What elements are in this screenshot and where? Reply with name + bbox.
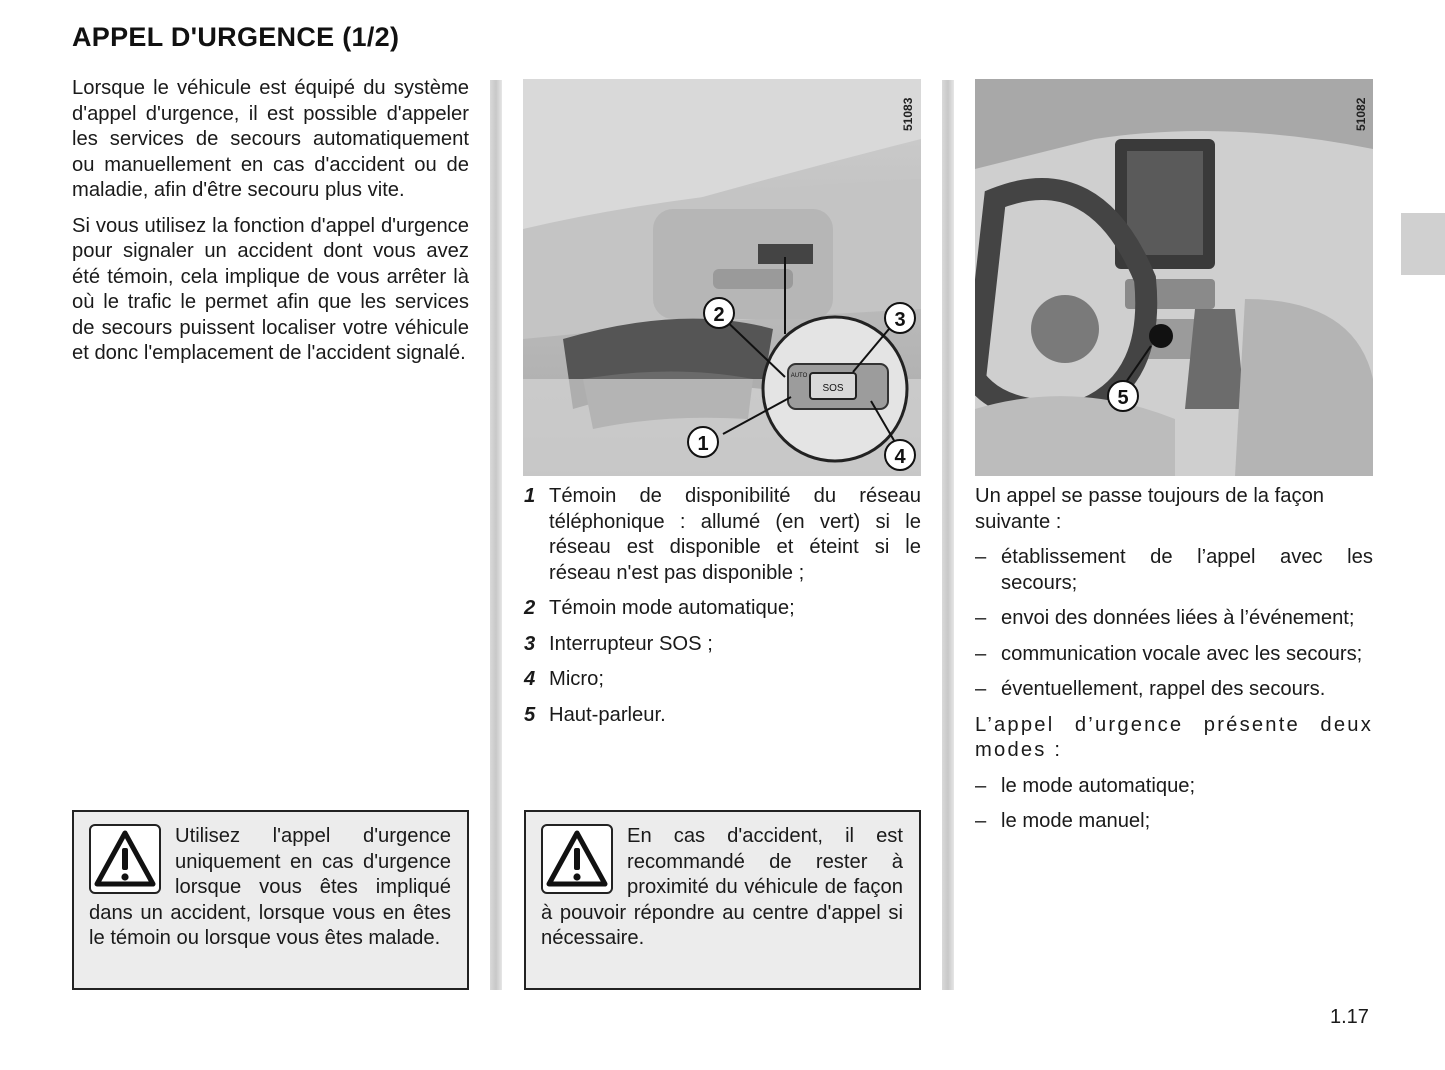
- warning-icon: [89, 824, 161, 894]
- column-divider-right: [942, 80, 954, 990]
- procedure-intro: Un appel se passe toujours de la façon suivante :: [975, 485, 1325, 533]
- callout-4-icon: [885, 440, 915, 470]
- callout-5-icon: [1108, 381, 1138, 411]
- legend-number: 2: [524, 597, 536, 619]
- mode-text: le mode manuel;: [1001, 810, 1151, 832]
- callout-4-label: 4: [894, 446, 906, 468]
- overhead-console-illustration: [523, 79, 921, 476]
- procedure-step: [975, 642, 1373, 668]
- dash-marker: –: [975, 607, 987, 629]
- mode-item: [975, 809, 1373, 835]
- procedure-step-text: éventuellement, rappel des secours.: [1001, 678, 1326, 700]
- intro-paragraph-2: Si vous utilisez la fonction d'appel d'urgence pour signaler un accident dont vous avez été témoin, cela implique de vous arrêter là où le trafic le permet afin que les services de secours puissent localiser votre véhicule et donc l'emplacement de l'accident signalé.: [72, 214, 469, 364]
- figure-1-id: 51083: [901, 97, 915, 131]
- procedure-step: [975, 545, 1373, 596]
- warning-text: Utilisez l'appel d'urgence uniquement en cas d'urgence lorsque vous êtes impliqué dans un accident, lorsque vous en êtes le témoin ou lorsque vous êtes malade.: [89, 825, 451, 949]
- legend-text: Témoin de disponibilité du réseau téléphonique : allumé (en vert) si le réseau est disponible et éteint si le réseau n'est pas disponible ;: [549, 485, 921, 584]
- page-number: 1.17: [1330, 1006, 1369, 1028]
- legend-text: Micro;: [549, 668, 604, 690]
- callout-2-label: 2: [713, 304, 725, 326]
- procedure-step-text: communication vocale avec les secours;: [1001, 642, 1363, 665]
- intro-paragraph-1: Lorsque le véhicule est équipé du système d'appel d'urgence, il est possible d'appeler les services de secours automatiquement ou manuellement en cas d'accident ou de maladie, afin d'être secouru plus vite.: [72, 77, 469, 201]
- intro-text: [72, 76, 469, 377]
- legend-item: [524, 632, 921, 658]
- warning-icon: [541, 824, 613, 894]
- callout-2-icon: [704, 298, 734, 328]
- procedure-step: [975, 677, 1373, 703]
- column-divider-left: [490, 80, 502, 990]
- call-procedure-text: [975, 484, 1373, 845]
- page-title: APPEL D'URGENCE (1/2): [72, 22, 400, 52]
- legend-number: 5: [524, 703, 536, 726]
- figure-overhead-console: [523, 79, 921, 476]
- legend-item: [524, 703, 921, 729]
- warning-box-emergency-use: [72, 810, 469, 990]
- callout-1-icon: [688, 427, 718, 457]
- legend-list: [524, 484, 921, 738]
- procedure-step: [975, 606, 1373, 632]
- legend-item: [524, 596, 921, 622]
- warning-text: En cas d'accident, il est recommandé de rester à proximité du véhicule de façon à pouvoir répondre au centre d'appel si nécessaire.: [541, 825, 903, 949]
- dash-marker: –: [975, 642, 987, 665]
- auto-indicator-label: AUTO: [790, 373, 808, 379]
- procedure-step-text: envoi des données liées à l’événement;: [1001, 607, 1355, 629]
- sos-button-label: SOS: [822, 383, 844, 394]
- legend-number: 3: [524, 632, 536, 655]
- dash-marker: –: [975, 546, 987, 568]
- figure-2-id: 51082: [1354, 97, 1368, 131]
- callout-3-icon: [885, 303, 915, 333]
- modes-intro: L’appel d’urgence présente deux modes :: [975, 713, 1373, 761]
- legend-text: Haut-parleur.: [549, 703, 666, 726]
- callout-3-label: 3: [894, 309, 906, 331]
- dashboard-illustration: [975, 79, 1373, 476]
- mode-text: le mode automatique;: [1001, 774, 1196, 797]
- figure-dashboard: [975, 79, 1373, 476]
- legend-number: 1: [524, 485, 536, 507]
- callout-1-label: 1: [697, 433, 709, 455]
- legend-item: [524, 667, 921, 693]
- procedure-step-text: établissement de l’appel avec les secours;: [1001, 546, 1373, 594]
- warning-box-stay-nearby: [524, 810, 921, 990]
- dash-marker: –: [975, 678, 987, 700]
- legend-text: Interrupteur SOS ;: [549, 632, 713, 655]
- legend-text: Témoin mode automatique;: [549, 597, 795, 619]
- legend-number: 4: [524, 668, 536, 690]
- chapter-tab: [1401, 213, 1445, 275]
- mode-item: [975, 774, 1373, 800]
- dash-marker: –: [975, 774, 987, 797]
- dash-marker: –: [975, 810, 987, 832]
- callout-5-label: 5: [1117, 387, 1129, 409]
- legend-item: [524, 484, 921, 586]
